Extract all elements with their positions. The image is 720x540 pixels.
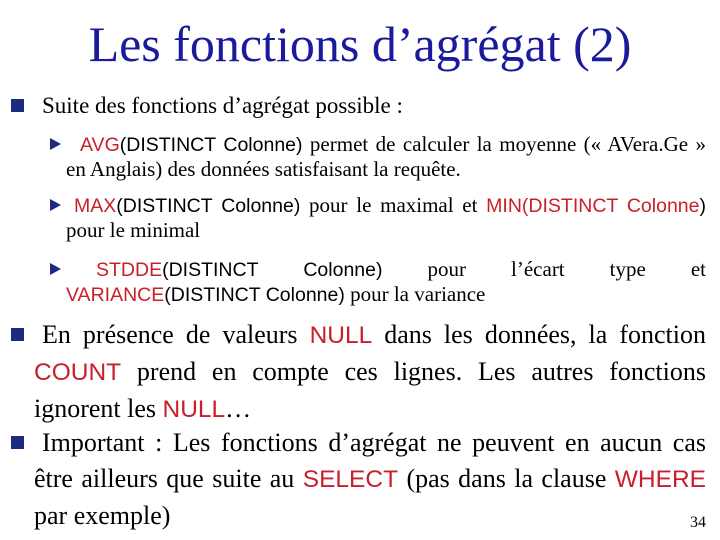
arrow-bullet-icon bbox=[50, 138, 61, 150]
arrow-bullet-icon bbox=[50, 263, 61, 275]
select-keyword: SELECT bbox=[302, 466, 399, 493]
max-keyword: MAX bbox=[74, 195, 117, 217]
avg-argument: DISTINCT Colonne bbox=[126, 134, 297, 156]
bullet-intro: Suite des fonctions d’agrégat possible : bbox=[42, 93, 403, 118]
page-number: 34 bbox=[690, 514, 706, 531]
variance-argument: (DISTINCT Colonne) bbox=[164, 284, 345, 306]
min-argument: DISTINCT Colonne bbox=[528, 195, 700, 217]
stddev-argument: (DISTINCT Colonne) bbox=[162, 259, 383, 281]
bullet-square-icon bbox=[11, 436, 24, 449]
min-keyword: MIN bbox=[486, 195, 522, 217]
max-argument: DISTINCT Colonne bbox=[122, 195, 294, 217]
bullet-square-icon bbox=[11, 99, 24, 112]
sub-bullet-max-min: MAX(DISTINCT Colonne) pour le maximal et MIN(DISTINCT Colonne) pour le minimal bbox=[66, 193, 706, 242]
bullet-null-handling: En présence de valeurs NULL dans les données, la fonction COUNT prend en compte ces lignes. Les autres fonctions ignorent les NULL… bbox=[34, 320, 706, 423]
stddev-keyword: STDDE bbox=[96, 259, 163, 281]
count-keyword: COUNT bbox=[34, 359, 122, 386]
slide-title: Les fonctions d’agrégat (2) bbox=[88, 16, 632, 72]
sub-bullet-stddev-variance: STDDE(DISTINCT Colonne) pour l’écart type et VARIANCE(DISTINCT Colonne) pour la variance bbox=[66, 257, 707, 306]
arrow-bullet-icon bbox=[50, 199, 61, 211]
bullet-important: Important : Les fonctions d’agrégat ne peuvent en aucun cas être ailleurs que suite au SELECT (pas dans la clause WHERE par exemple) bbox=[34, 428, 706, 530]
sub-bullet-avg: AVG(DISTINCT Colonne) permet de calculer la moyenne (« AVera.Ge » en Anglais) des données satisfaisant la requête. bbox=[66, 132, 706, 181]
null-keyword: NULL bbox=[309, 322, 373, 349]
null-keyword: NULL bbox=[162, 396, 226, 423]
avg-keyword: AVG bbox=[80, 134, 120, 156]
variance-keyword: VARIANCE bbox=[66, 284, 165, 306]
where-keyword: WHERE bbox=[614, 466, 706, 493]
bullet-square-icon bbox=[11, 328, 24, 341]
avg-description: permet de calculer la moyenne (« AVera.Ge » en Anglais) des données satisfaisant la requête. bbox=[66, 132, 706, 181]
